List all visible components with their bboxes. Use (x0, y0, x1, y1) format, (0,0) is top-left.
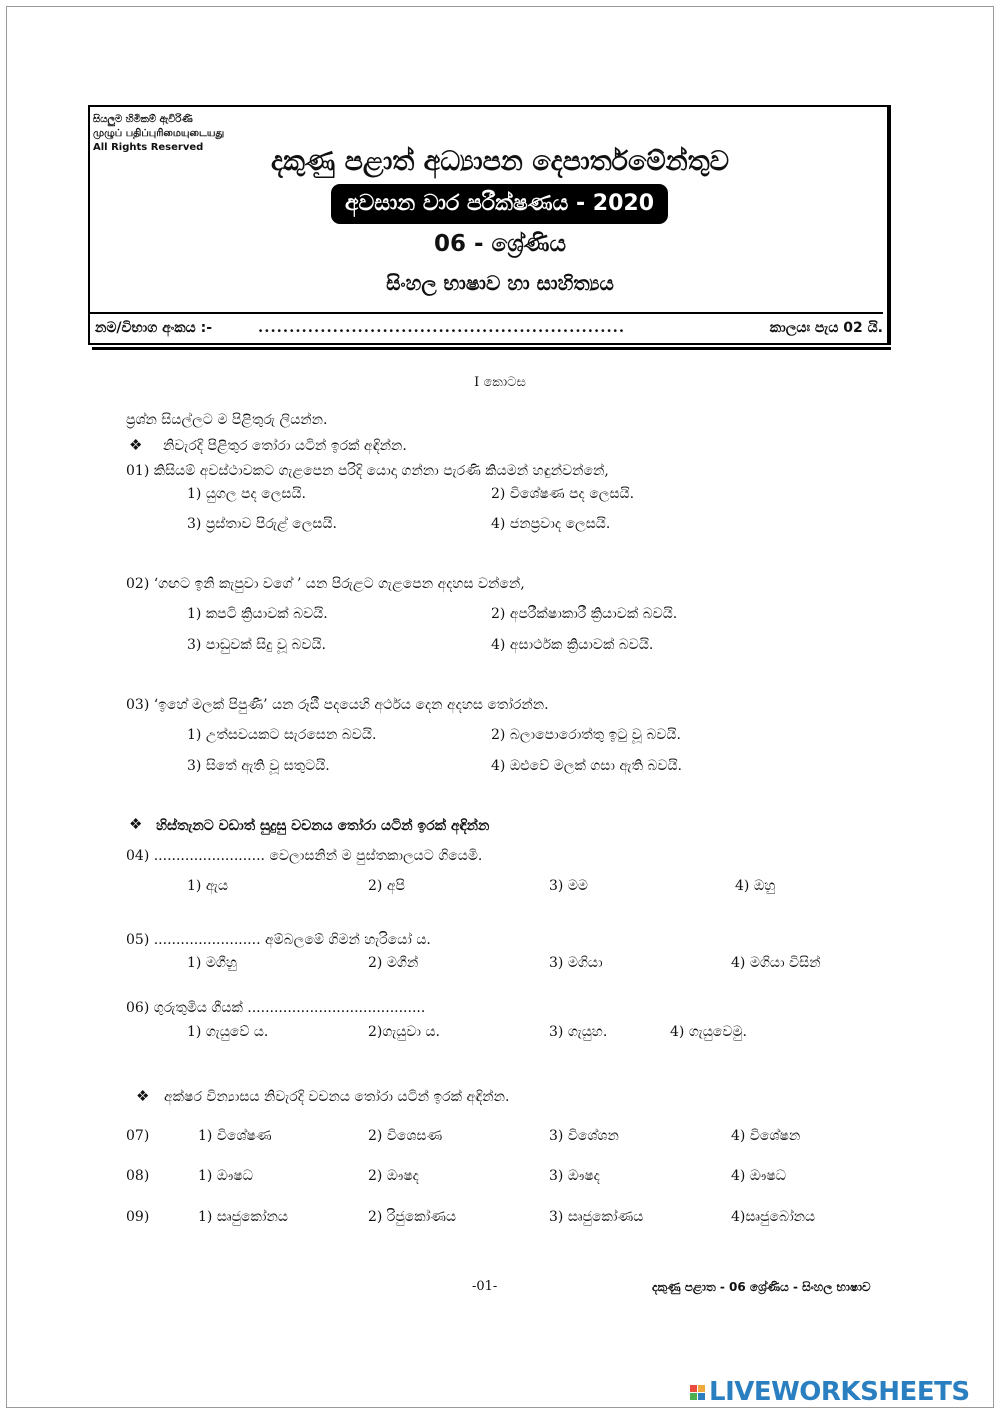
exam-title-badge: අවසාන වාර පරීක්ෂණය - 2020 (331, 184, 668, 224)
q01-option-3[interactable]: 3) ප්‍රස්තාව පිරුළ් ලෙසයි. (187, 516, 337, 532)
q03-option-4[interactable]: 4) ඔළුවේ මලක් ගසා ඇති බවයි. (491, 758, 682, 774)
q01-option-2[interactable]: 2) විශේෂණ පද ලෙසයි. (491, 486, 635, 502)
q06-option-1[interactable]: 1) ගැයුවේ ය. (187, 1024, 269, 1040)
copyright-line-3: All Rights Reserved (93, 142, 204, 153)
question-08-number: 08) (126, 1168, 150, 1184)
question-07-number: 07) (126, 1128, 150, 1144)
liveworksheets-watermark[interactable] (690, 1377, 970, 1407)
general-instruction: ප්‍රශ්න සියල්ලට ම පිළිතුරු ලියන්න. (126, 412, 328, 428)
logo-square-4 (698, 1393, 705, 1400)
watermark-text: LIVEWORKSHEETS (709, 1377, 970, 1407)
question-06: 06) ගුරුතුමිය ගීයක් ........................................ (126, 1000, 426, 1016)
q09-option-2[interactable]: 2) රිජුකෝණය (368, 1209, 457, 1225)
q07-option-2[interactable]: 2) විශෙසණ (368, 1128, 443, 1144)
q09-option-3[interactable]: 3) සෘජුකෝණය (549, 1209, 644, 1225)
q01-option-4[interactable]: 4) ජනප්‍රවාද ලෙසයි. (491, 516, 611, 532)
q01-option-1[interactable]: 1) යුගල පද ලෙසයි. (187, 486, 306, 502)
question-05: 05) ........................ අම්බලමේ ගිමන් හැරියෝ ය. (126, 932, 431, 948)
q08-option-4[interactable]: 4) ඖෂධ (731, 1168, 787, 1184)
q03-option-1[interactable]: 1) උත්සවයකට සැරසෙන බවයි. (187, 727, 377, 743)
page-number: -01- (472, 1279, 498, 1294)
header-box (88, 105, 891, 345)
subject-title: සිංහල භාෂාව හා සාහිත්‍යය (386, 271, 614, 295)
q02-option-1[interactable]: 1) කපටි ක්‍රියාවක් බවයි. (187, 606, 328, 622)
question-09-number: 09) (126, 1209, 150, 1225)
q05-option-2[interactable]: 2) මගීන් (368, 955, 419, 971)
q04-option-2[interactable]: 2) අපි (368, 878, 405, 894)
diamond-bullet-icon: ❖ (136, 1087, 150, 1105)
q08-option-2[interactable]: 2) ඖෂද (368, 1168, 419, 1184)
q04-option-3[interactable]: 3) මම (549, 878, 588, 894)
q07-option-1[interactable]: 1) විශේෂණ (198, 1128, 272, 1144)
logo-square-3 (690, 1393, 697, 1400)
grade-title: 06 - ශ්‍රේණිය (433, 231, 567, 257)
liveworksheets-logo-icon (690, 1385, 705, 1400)
q04-option-1[interactable]: 1) ඇය (187, 878, 229, 894)
q09-option-4[interactable]: 4)සෘජුබෝනය (731, 1209, 816, 1225)
q09-option-1[interactable]: 1) සෘජුකෝනය (198, 1209, 288, 1225)
copyright-line-2: முழுப் பதிப்புரிமையுடையது (93, 128, 225, 139)
question-04: 04) ......................... වෙලාසනින් ම පුස්තකාලයට ගියෙමි. (126, 848, 483, 864)
q06-option-4[interactable]: 4) ගැයුවෙමු. (670, 1024, 747, 1040)
question-02: 02) ‘ගඟට ඉනි කැපුවා වගේ ’ යන පිරුළට ගැළපෙන අදහස වන්නේ, (126, 576, 525, 592)
q02-option-3[interactable]: 3) පාඩුවක් සිදු වූ බවයි. (187, 637, 327, 653)
footer-caption: දකුණු පළාත - 06 ශ්‍රේණිය - සිංහල භාෂාව (652, 1280, 871, 1294)
department-title: දකුණු පළාත් අධ්‍යාපන දෙපාර්තමේන්තුව (270, 146, 730, 177)
q02-option-4[interactable]: 4) අසාර්ථක ක්‍රියාවක් බවයි. (491, 637, 654, 653)
section-1-instruction: නිවැරදි පිළිතුර තෝරා යටින් ඉරක් අඳින්න. (163, 438, 407, 454)
time-label: කාලයඃ පැය 02 යි. (769, 320, 883, 336)
q05-option-1[interactable]: 1) මගීහු (187, 955, 237, 971)
diamond-bullet-icon: ❖ (129, 436, 143, 454)
copyright-line-1: සියලුම හිමිකම් ඇවිරිණි (93, 114, 193, 125)
q05-option-4[interactable]: 4) මගියා විසින් (731, 955, 821, 971)
logo-square-2 (698, 1385, 705, 1392)
question-01: 01) කිසියම් අවස්ථාවකට ගැළපෙන පරිදි යොදා ගන්නා පැරණි කියමන් හඳුන්වන්නේ, (126, 463, 609, 479)
q04-option-4[interactable]: 4) ඔහු (735, 878, 776, 894)
q03-option-3[interactable]: 3) සිතේ ඇති වූ සතුටයි. (187, 758, 330, 774)
diamond-bullet-icon: ❖ (129, 815, 143, 833)
logo-square-1 (690, 1385, 697, 1392)
q08-option-1[interactable]: 1) ඖෂධ (198, 1168, 254, 1184)
q08-option-3[interactable]: 3) ඖෂද (549, 1168, 600, 1184)
name-label: නම/විභාග අංකය :- (95, 320, 213, 336)
q03-option-2[interactable]: 2) බලාපොරොත්තු ඉටු වූ බවයි. (491, 727, 681, 743)
q02-option-2[interactable]: 2) අපරීක්ෂාකාරී ක්‍රියාවක් බවයි. (491, 606, 678, 622)
q07-option-3[interactable]: 3) විශේශන (549, 1128, 619, 1144)
name-input-line[interactable]: ........................................................... (258, 318, 626, 336)
q06-option-2[interactable]: 2)ගැයුවා ය. (368, 1024, 440, 1040)
part-title: I කොටස (474, 375, 526, 390)
question-03: 03) ‘ඉහේ මලක් පිපුණී’ යන රූඪී පදයෙහි අර්ථය දෙන අදහස තෝරන්න. (126, 697, 549, 713)
section-3-instruction: අක්ෂර වින්‍යාසය නිවැරදි වචනය තෝරා යටින් ඉරක් අඳින්න. (164, 1089, 510, 1105)
header-divider (90, 312, 883, 314)
section-2-instruction: හිස්තැනට වඩාත් සුදුසු වචනය තෝරා යටින් ඉරක් අඳින්න (156, 818, 490, 834)
q06-option-3[interactable]: 3) ගැයුහ. (549, 1024, 608, 1040)
q05-option-3[interactable]: 3) මගියා (549, 955, 603, 971)
q07-option-4[interactable]: 4) විශේෂන (731, 1128, 801, 1144)
